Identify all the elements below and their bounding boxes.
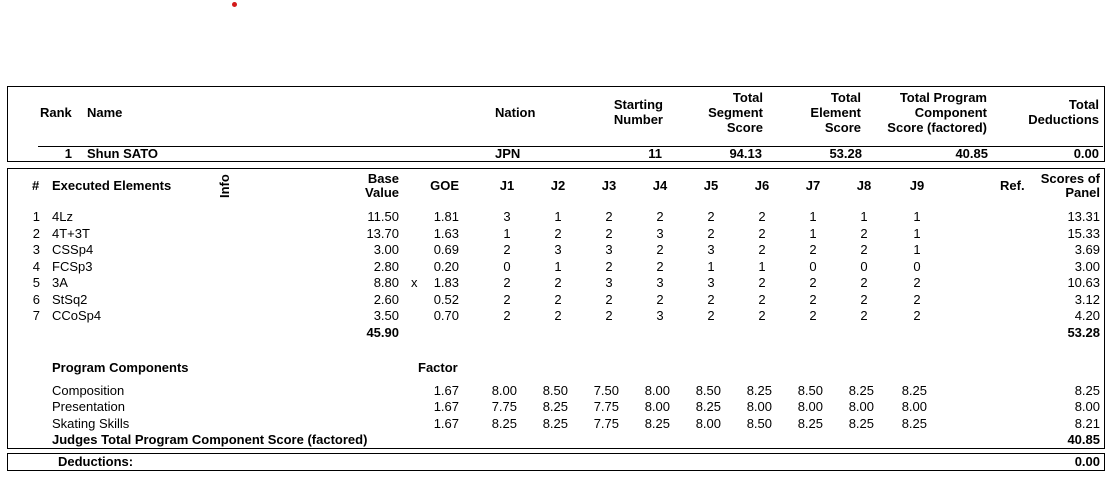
base-value-header-line1: Base	[367, 171, 399, 186]
component-judge-score: 8.25	[797, 416, 823, 431]
element-judge-score: 1	[860, 209, 868, 224]
element-judge-score: 1	[707, 259, 715, 274]
element-judge-score: 2	[758, 226, 766, 241]
component-judge-score: 8.25	[848, 383, 874, 398]
element-number: 4	[32, 259, 40, 274]
rank-label: Rank	[40, 105, 72, 120]
element-judge-score: 2	[913, 275, 921, 290]
component-judge-score: 8.00	[695, 416, 721, 431]
element-goe: 0.52	[433, 292, 459, 307]
scores-of-panel-header-line2: Panel	[1065, 185, 1100, 200]
component-judge-score: 8.25	[848, 416, 874, 431]
deductions-value: 0.00	[1074, 454, 1100, 469]
element-judge-score: 2	[913, 308, 921, 323]
component-name: Presentation	[52, 399, 125, 414]
element-judge-score: 2	[554, 275, 562, 290]
element-name: 4Lz	[52, 209, 73, 224]
element-name: StSq2	[52, 292, 88, 307]
component-factor: 1.67	[433, 416, 459, 431]
segment-score-label-line3: Score	[726, 120, 763, 135]
component-judge-score: 7.50	[593, 383, 619, 398]
element-judge-score: 2	[860, 242, 868, 257]
name-label: Name	[87, 105, 123, 120]
element-judge-score: 2	[605, 259, 613, 274]
element-judge-score: 2	[913, 292, 921, 307]
component-judge-score: 7.75	[593, 416, 619, 431]
judge-header: J9	[909, 178, 925, 193]
skater-name: Shun SATO	[87, 146, 159, 161]
element-number: 2	[32, 226, 40, 241]
component-judge-score: 8.25	[695, 399, 721, 414]
component-factor: 1.67	[433, 383, 459, 398]
element-judge-score: 1	[554, 209, 562, 224]
element-goe: 1.83	[433, 275, 459, 290]
component-judge-score: 8.25	[644, 416, 670, 431]
pcs-label-line1: Total Program	[899, 90, 987, 105]
element-base-value: 8.80	[373, 275, 399, 290]
total-segment-score: 94.13	[729, 146, 762, 161]
skater-rank: 1	[64, 146, 72, 161]
element-judge-score: 2	[707, 292, 715, 307]
element-judge-score: 3	[554, 242, 562, 257]
element-judge-score: 3	[656, 308, 664, 323]
judge-header: J7	[805, 178, 821, 193]
component-panel-score: 8.00	[1074, 399, 1100, 414]
starting-number-label-line1: Starting	[613, 97, 663, 112]
element-goe: 0.70	[433, 308, 459, 323]
component-judge-score: 8.25	[901, 383, 927, 398]
element-bonus-mark: x	[411, 275, 418, 290]
component-name: Skating Skills	[52, 416, 130, 431]
element-judge-score: 2	[605, 308, 613, 323]
component-judge-score: 8.00	[644, 383, 670, 398]
judge-header: J5	[703, 178, 719, 193]
element-judge-score: 1	[758, 259, 766, 274]
deductions-label-line1: Total	[1068, 97, 1099, 112]
element-judge-score: 2	[758, 308, 766, 323]
element-goe: 0.20	[433, 259, 459, 274]
segment-score-label-line1: Total	[732, 90, 763, 105]
element-base-value: 2.80	[373, 259, 399, 274]
component-judge-score: 8.50	[695, 383, 721, 398]
element-judge-score: 2	[605, 209, 613, 224]
element-judge-score: 2	[860, 226, 868, 241]
element-judge-score: 2	[554, 292, 562, 307]
element-goe: 1.63	[433, 226, 459, 241]
component-judge-score: 8.50	[542, 383, 568, 398]
executed-elements-header: Executed Elements	[52, 178, 172, 193]
element-judge-score: 2	[860, 308, 868, 323]
element-number: 1	[32, 209, 40, 224]
judge-header: J3	[601, 178, 617, 193]
component-judge-score: 8.50	[746, 416, 772, 431]
scores-of-panel-header-line1: Scores of	[1040, 171, 1100, 186]
element-name: CCoSp4	[52, 308, 102, 323]
element-judge-score: 1	[554, 259, 562, 274]
element-panel-score: 15.33	[1067, 226, 1100, 241]
element-judge-score: 2	[656, 259, 664, 274]
pcs-total-value: 40.85	[1067, 432, 1100, 447]
element-judge-score: 2	[554, 226, 562, 241]
component-judge-score: 8.00	[848, 399, 874, 414]
element-judge-score: 2	[860, 292, 868, 307]
total-element-score: 53.28	[829, 146, 862, 161]
element-goe: 0.69	[433, 242, 459, 257]
element-judge-score: 2	[707, 209, 715, 224]
element-score-label-line2: Element	[810, 105, 861, 120]
element-number: 6	[32, 292, 40, 307]
element-judge-score: 2	[503, 242, 511, 257]
deductions-box	[7, 453, 1105, 471]
element-judge-score: 1	[913, 209, 921, 224]
total-pcs: 40.85	[955, 146, 988, 161]
judge-header: J6	[754, 178, 770, 193]
component-judge-score: 8.25	[901, 416, 927, 431]
red-marker-dot	[232, 2, 237, 7]
factor-header: Factor	[418, 360, 458, 375]
element-judge-score: 2	[503, 275, 511, 290]
element-judge-score: 3	[656, 226, 664, 241]
element-number: 7	[32, 308, 40, 323]
element-base-value: 13.70	[366, 226, 399, 241]
info-header: Info	[217, 174, 232, 198]
component-factor: 1.67	[433, 399, 459, 414]
element-base-value: 3.50	[373, 308, 399, 323]
component-name: Composition	[52, 383, 125, 398]
element-judge-score: 2	[503, 292, 511, 307]
element-number-header: #	[32, 178, 40, 193]
element-goe: 1.81	[433, 209, 459, 224]
nation-label: Nation	[495, 105, 536, 120]
component-judge-score: 8.25	[746, 383, 772, 398]
element-name: FCSp3	[52, 259, 93, 274]
component-judge-score: 8.25	[542, 416, 568, 431]
element-judge-score: 3	[656, 275, 664, 290]
goe-header: GOE	[430, 178, 459, 193]
element-panel-score: 3.69	[1074, 242, 1100, 257]
element-base-value: 2.60	[373, 292, 399, 307]
deductions-label-line2: Deductions	[1028, 112, 1099, 127]
element-judge-score: 2	[707, 226, 715, 241]
segment-score-label-line2: Segment	[708, 105, 763, 120]
element-judge-score: 0	[860, 259, 868, 274]
element-judge-score: 1	[809, 226, 817, 241]
element-judge-score: 2	[605, 226, 613, 241]
element-panel-score: 4.20	[1074, 308, 1100, 323]
element-judge-score: 2	[707, 308, 715, 323]
element-judge-score: 0	[503, 259, 511, 274]
pcs-label-line2: Component	[914, 105, 987, 120]
component-judge-score: 8.00	[491, 383, 517, 398]
element-judge-score: 1	[503, 226, 511, 241]
component-judge-score: 8.00	[644, 399, 670, 414]
element-judge-score: 3	[707, 242, 715, 257]
component-judge-score: 8.25	[491, 416, 517, 431]
element-name: 3A	[52, 275, 68, 290]
pcs-label-line3: Score (factored)	[887, 120, 987, 135]
elements-score-total: 53.28	[1067, 325, 1100, 340]
component-panel-score: 8.21	[1074, 416, 1100, 431]
element-judge-score: 2	[758, 209, 766, 224]
element-number: 3	[32, 242, 40, 257]
element-panel-score: 10.63	[1067, 275, 1100, 290]
component-panel-score: 8.25	[1074, 383, 1100, 398]
element-judge-score: 2	[554, 308, 562, 323]
deductions-label: Deductions:	[58, 454, 134, 469]
element-judge-score: 3	[707, 275, 715, 290]
element-judge-score: 2	[656, 242, 664, 257]
element-judge-score: 2	[503, 308, 511, 323]
element-judge-score: 0	[913, 259, 921, 274]
element-panel-score: 13.31	[1067, 209, 1100, 224]
element-judge-score: 2	[809, 275, 817, 290]
component-judge-score: 8.00	[797, 399, 823, 414]
element-judge-score: 0	[809, 259, 817, 274]
element-judge-score: 2	[605, 292, 613, 307]
component-judge-score: 7.75	[491, 399, 517, 414]
element-judge-score: 2	[860, 275, 868, 290]
starting-number: 11	[648, 146, 662, 161]
element-number: 5	[32, 275, 40, 290]
element-judge-score: 2	[809, 242, 817, 257]
base-value-total: 45.90	[366, 325, 399, 340]
element-base-value: 11.50	[367, 209, 399, 224]
element-judge-score: 2	[809, 292, 817, 307]
pcs-total-label: Judges Total Program Component Score (factored)	[52, 432, 368, 447]
element-judge-score: 1	[913, 242, 921, 257]
element-judge-score: 2	[656, 292, 664, 307]
component-judge-score: 8.00	[746, 399, 772, 414]
element-judge-score: 2	[758, 242, 766, 257]
component-judge-score: 7.75	[593, 399, 619, 414]
component-judge-score: 8.50	[797, 383, 823, 398]
element-judge-score: 2	[758, 275, 766, 290]
element-judge-score: 2	[656, 209, 664, 224]
element-name: 4T+3T	[52, 226, 90, 241]
base-value-header-line2: Value	[365, 185, 399, 200]
element-score-label-line1: Total	[830, 90, 861, 105]
total-deductions: 0.00	[1073, 146, 1099, 161]
element-judge-score: 2	[758, 292, 766, 307]
program-components-header: Program Components	[52, 360, 189, 375]
skater-nation: JPN	[495, 146, 521, 161]
judge-header: J8	[856, 178, 872, 193]
ref-header: Ref.	[1000, 178, 1025, 193]
element-judge-score: 2	[809, 308, 817, 323]
element-panel-score: 3.12	[1074, 292, 1100, 307]
element-base-value: 3.00	[373, 242, 399, 257]
component-judge-score: 8.00	[901, 399, 927, 414]
component-judge-score: 8.25	[542, 399, 568, 414]
judge-header: J2	[550, 178, 566, 193]
element-judge-score: 1	[913, 226, 921, 241]
element-name: CSSp4	[52, 242, 94, 257]
element-judge-score: 3	[605, 275, 613, 290]
starting-number-label-line2: Number	[613, 112, 663, 127]
judge-header: J4	[652, 178, 668, 193]
element-judge-score: 3	[605, 242, 613, 257]
element-score-label-line3: Score	[824, 120, 861, 135]
element-judge-score: 3	[503, 209, 511, 224]
judge-header: J1	[499, 178, 515, 193]
element-panel-score: 3.00	[1074, 259, 1100, 274]
element-judge-score: 1	[809, 209, 817, 224]
